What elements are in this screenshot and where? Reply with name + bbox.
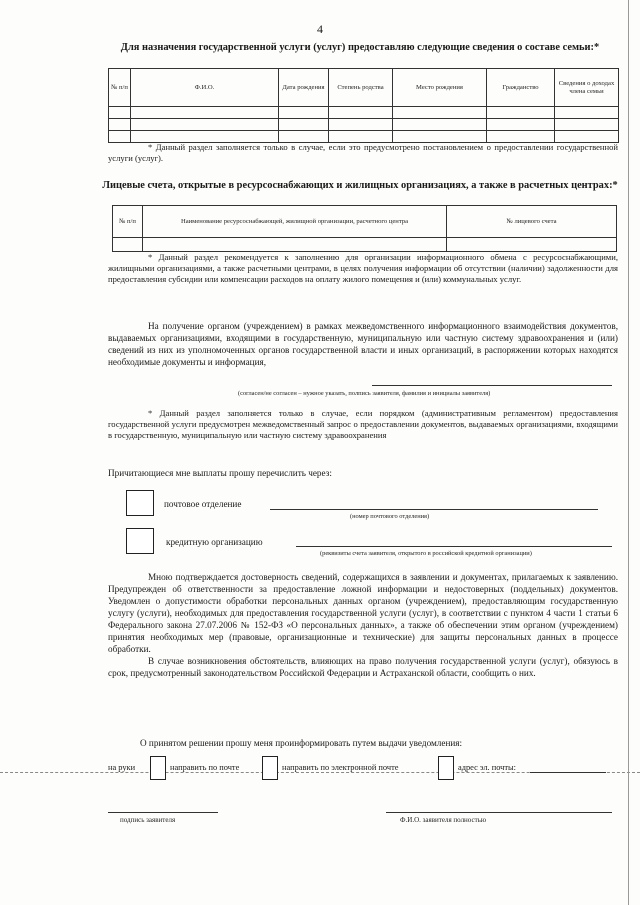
family-col-name: Ф.И.О. [131,69,279,107]
email-address-field-line[interactable] [530,772,606,773]
notify-post-checkbox[interactable] [262,756,278,780]
consent-hint: (согласен/не согласен – нужное указать, полпись заявителя, фамилия и инициалы заявителя) [238,390,491,397]
family-table-row[interactable] [109,107,619,119]
confirmation-paragraph-1: Мною подтверждается достоверность сведений, содержащихся в заявлении и документах, прилагаемых к заявлению. Предупрежден об ответственности за предоставление ложной информации и недостоверных (поддельных) документов. Уведомлен о допустимости обработки персональных данных органом (учреждением), предоставляющим государственную услугу (услуги), необходимых для предоставления государственной услуги (услуг), в соответствии с пунктом 4 части 1 статьи 6 Федерального закона 27.07.2006 № 152-ФЗ «О персональных данных», а также об обеспечении этим органом (учреждением) принятия необходимых мер (правовые, организационные и технические) для защиты персональных данных в процессе обработки. [108,572,618,654]
credit-org-checkbox[interactable] [126,528,154,554]
scan-edge-line [628,0,629,905]
family-col-number: № п/п [109,69,131,107]
applicant-signature-line[interactable] [108,812,218,813]
family-section-heading: Для назначения государственной услуги (услуг) предоставляю следующие сведения о составе семьи:* [120,42,600,53]
credit-org-hint: (реквизиты счета заявителя, открытого в российской кредитной организации) [320,550,532,557]
accounts-table [112,205,617,252]
family-table-header [109,69,619,107]
notify-option-hand: на руки [108,763,136,772]
family-col-income: Сведения о доходах члена семьи [555,69,619,107]
page-number: 4 [317,22,323,36]
family-col-citizenship: Гражданство [487,69,555,107]
credit-org-label: кредитную организацию [166,537,263,547]
family-table [108,68,619,143]
family-table-row[interactable] [109,131,619,143]
notify-option-post: направить по почте [170,763,240,772]
applicant-name-line[interactable] [386,812,612,813]
accounts-section-heading: Лицевые счета, открытые в ресурсоснабжающих и жилищных организациях, а также в расчетных центрах:* [102,180,618,191]
notify-intro: О принятом решении прошу меня проинформировать путем выдачи уведомления: [140,738,463,748]
family-col-relation: Степень родства [329,69,393,107]
notify-hand-checkbox[interactable] [150,756,166,780]
accounts-col-account: № лицевого счета [447,206,617,238]
accounts-col-number: № п/п [113,206,143,238]
family-table-row[interactable] [109,119,619,131]
confirmation-text [108,571,618,679]
post-office-field-line[interactable] [270,509,598,510]
accounts-col-organization: Наименование ресурсоснабжающей, жилищной организации, расчетного центра [143,206,447,238]
payment-intro: Причитающиеся мне выплаты прошу перечислить через: [108,468,332,478]
consent-footnote: * Данный раздел заполняется только в случае, если порядком (административным регламентом) предоставления государственной услуги предусмотрен межведомственный запрос о предоставлении документов, выдаваемых организациями, входящими в государственную, муниципальную или частную систему здравоохранения [108,408,618,440]
family-col-birthplace: Место рождения [393,69,487,107]
post-office-hint: (номер почтового отделения) [350,513,430,520]
consent-text: На получение органом (учреждением) в рамках межведомственного информационного взаимодействия документов, выдаваемых организациями, входящими в государственную, муниципальную или частную систему здравоохранения и (или) сведений из них из уполномоченных органов государственной власти и иных организаций, в распоряжении которых находятся необходимые документы и информация, [108,321,618,367]
accounts-table-row[interactable] [113,238,617,252]
family-footnote: * Данный раздел заполняется только в случае, если это предусмотрено постановлением о предоставлении государственной услуги (услуг). [108,142,618,163]
post-office-checkbox[interactable] [126,490,154,516]
applicant-name-caption: Ф.И.О. заявителя полностью [400,816,487,824]
accounts-table-header [113,206,617,238]
family-col-birthdate: Дата рождения [279,69,329,107]
notify-email-checkbox[interactable] [438,756,454,780]
notify-option-email-address: адрес эл. почты: [458,763,516,772]
notify-option-email: направить по электронной почте [282,763,399,772]
consent-answer-line[interactable] [372,385,612,386]
credit-org-field-line[interactable] [296,546,612,547]
confirmation-paragraph-2: В случае возникновения обстоятельств, влияющих на право получения государственной услуги (услуг), обязуюсь в срок, предусмотренный законодательством Российской Федерации и Астраханской области, сообщить о них. [108,656,618,678]
applicant-signature-caption: подпись заявителя [120,816,176,824]
post-office-label: почтовое отделение [164,499,242,509]
accounts-footnote: * Данный раздел рекомендуется к заполнению для организации информационного обмена с ресурсоснабжающими, жилищными организациями, а также расчетными центрами, в целях получения информации об отсутствии (наличии) задолженности для предоставления субсидии или компенсации расходов на оплату жилого помещения и (или) коммунальных услуг. [108,252,618,284]
